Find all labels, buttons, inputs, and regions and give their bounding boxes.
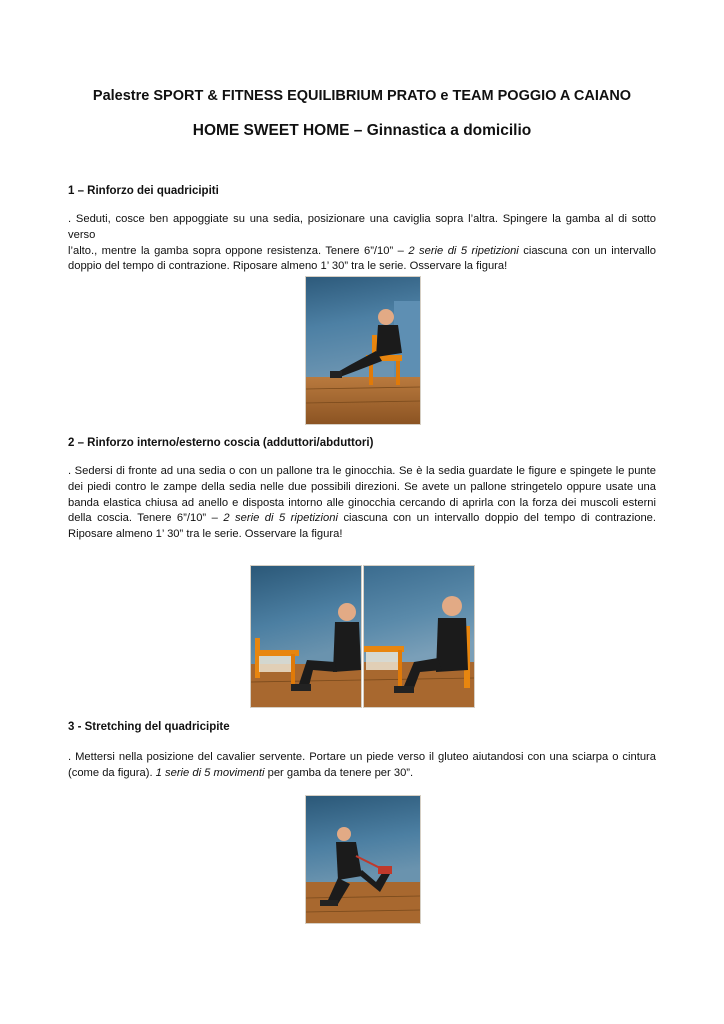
text-run: doppio del tempo di contrazione. Riposare almeno 1’ 30” tra le serie. Osservare la figura! <box>68 260 508 273</box>
text-run: della coscia. Tenere 6”/10” – <box>68 512 224 525</box>
text-run: banda elastica chiusa ad anello e disposta intorno alle ginocchia cercando di aprirla con la forza dei muscoli esterni <box>68 496 656 509</box>
section-3-title: 3 - Stretching del quadricipite <box>68 721 230 733</box>
text-line <box>68 511 656 527</box>
text-line <box>68 259 656 275</box>
text-line <box>68 212 656 244</box>
text-line <box>68 480 656 496</box>
text-line <box>68 244 656 260</box>
section-1-title: 1 – Rinforzo dei quadricipiti <box>68 185 219 197</box>
text-run: ciascuna con un intervallo <box>518 244 657 257</box>
text-run: . Seduti, cosce ben appoggiate su una sedia, posizionare una caviglia sopra l’altra. Spingere la gamba al di sotto verso <box>68 213 656 241</box>
italic-run: 2 serie di 5 ripetizioni <box>408 244 519 257</box>
exercise-1-photo <box>305 276 421 425</box>
section-3-text <box>68 750 656 782</box>
exercise-2a-photo <box>250 565 362 708</box>
text-run: l’alto., mentre la gamba sopra oppone resistenza. Tenere 6”/10” – <box>68 244 409 257</box>
page-title: HOME SWEET HOME – Ginnastica a domicilio <box>192 122 532 139</box>
text-run: ciascuna con un intervallo doppio del tempo di contrazione. <box>337 512 657 525</box>
text-line <box>68 750 656 766</box>
section-2-title: 2 – Rinforzo interno/esterno coscia (adduttori/abduttori) <box>68 437 374 449</box>
text-run: per gamba da tenere per 30”. <box>264 766 414 779</box>
text-run: (come da figura). <box>68 766 156 779</box>
text-line <box>68 496 656 512</box>
org-title: Palestre SPORT & FITNESS EQUILIBRIUM PRATO e TEAM POGGIO A CAIANO <box>92 88 632 104</box>
section-2-text <box>68 464 656 543</box>
text-run: . Mettersi nella posizione del cavalier servente. Portare un piede verso il gluteo aiutandosi con una sciarpa o cintura <box>68 751 656 763</box>
italic-run: 1 serie di 5 movimenti <box>155 766 265 779</box>
exercise-3-photo <box>305 795 421 924</box>
text-run: Riposare almeno 1’ 30” tra le serie. Osservare la figura! <box>68 528 343 541</box>
italic-run: 2 serie di 5 ripetizioni <box>223 512 338 525</box>
text-line <box>68 766 656 782</box>
exercise-2b-photo <box>363 565 475 708</box>
section-1-text <box>68 212 656 275</box>
text-run: dei piedi contro le zampe della sedia nelle due possibili direzioni. Se avete un pallone stringetelo oppure usate una <box>68 480 656 493</box>
text-run: . Sedersi di fronte ad una sedia o con un pallone tra le ginocchia. Se è la sedia guardate le figure e spingete le punte <box>68 465 656 477</box>
text-line <box>68 527 656 543</box>
text-line <box>68 464 656 480</box>
